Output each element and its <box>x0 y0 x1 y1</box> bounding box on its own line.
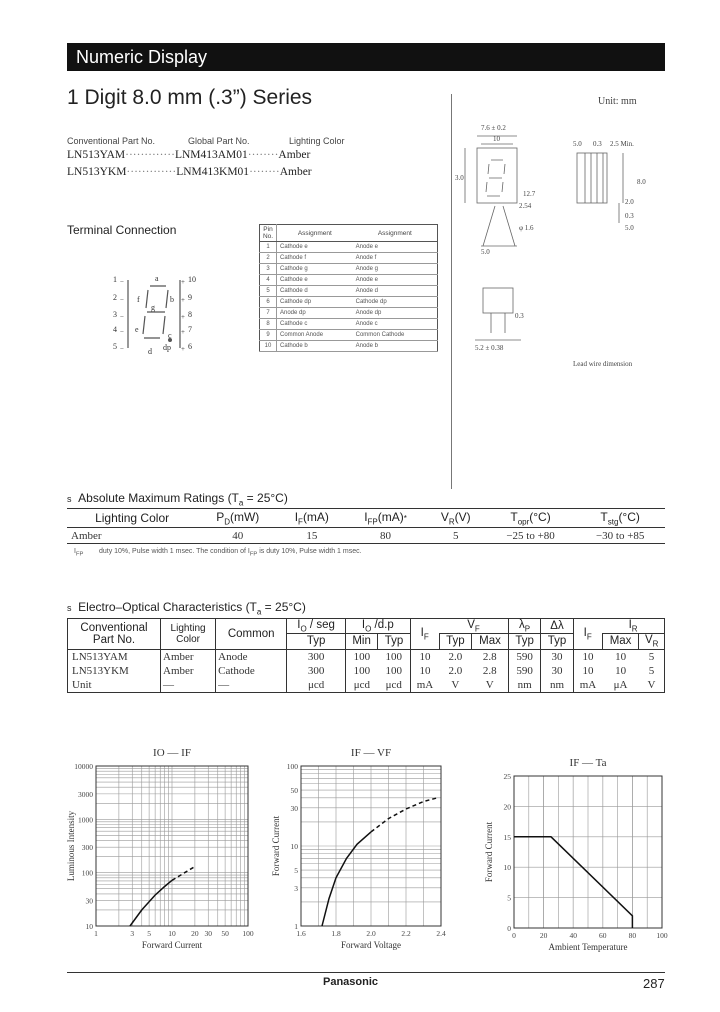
eo-col-if2: $I_F$ <box>573 619 602 650</box>
svg-text:−: − <box>120 345 124 353</box>
x-tick-label: 20 <box>539 931 548 940</box>
eo-cell: 2.0 <box>448 664 463 677</box>
eo-cell: 100 <box>345 649 377 664</box>
amr-cell: 80 <box>380 529 392 542</box>
eo-cell: 300 <box>287 664 346 678</box>
terminal-row <box>260 297 438 308</box>
eo-row <box>68 664 665 678</box>
eo-cell: LN513YAM <box>72 650 128 663</box>
assign-1: Cathode dp <box>277 297 353 308</box>
pin-left: 5 <box>113 342 117 351</box>
svg-text:+: + <box>181 313 185 321</box>
eo-cell: Amber <box>161 649 216 664</box>
dim-label: φ 1.6 <box>519 224 534 232</box>
eo-col-lp: $\lambda_P$ <box>508 619 540 634</box>
x-tick-label: 1.8 <box>331 929 341 938</box>
part-conventional: LN513YAM <box>67 149 126 161</box>
display-body-front <box>477 148 517 203</box>
y-tick-label: 5 <box>294 866 298 876</box>
col-assignment-2: Assignment <box>353 225 438 242</box>
x-tick-label: 2.0 <box>366 929 376 938</box>
terminal-table <box>259 224 438 352</box>
pin-no: 9 <box>260 330 277 341</box>
part-row <box>67 166 312 178</box>
x-tick-label: 0 <box>512 931 516 940</box>
part-conventional: LN513YKM <box>67 166 127 178</box>
amr-cell: 5 <box>453 529 459 542</box>
eo-cell: Cathode <box>216 664 287 678</box>
eo-cell: 2.0 <box>448 650 463 663</box>
eo-cell: μcd <box>385 678 402 691</box>
pin-right: 9 <box>188 293 192 302</box>
x-axis-label: Ambient Temperature <box>548 942 628 952</box>
x-tick-label: 1.6 <box>296 929 306 938</box>
front-segments <box>486 160 505 196</box>
series-line-dashed <box>172 867 195 881</box>
dim-label: 0.3 <box>625 212 634 220</box>
eo-cell: V <box>647 678 656 691</box>
parts-col-color: Lighting Color <box>289 136 345 146</box>
chart-io-if <box>60 740 260 958</box>
amr-cell: 40 <box>232 529 244 542</box>
eo-cell: LN513YKM <box>72 664 129 677</box>
eo-col-light: Lighting Color <box>161 619 216 650</box>
y-tick-label: 20 <box>503 802 511 812</box>
eo-sub: Typ <box>439 634 471 649</box>
dim-label: 12.7 <box>523 190 536 198</box>
svg-text:−: − <box>120 296 124 304</box>
amr-cell: −25 to +80 <box>506 529 555 542</box>
chart-title: IF — Ta <box>569 757 607 769</box>
brand-logo: Panasonic <box>323 976 379 988</box>
assign-1: Cathode b <box>277 341 353 352</box>
eo-sub: Max <box>602 634 639 649</box>
x-tick-label: 2.4 <box>436 929 446 938</box>
page-number: 287 <box>643 976 665 991</box>
eo-cell: 590 <box>508 664 540 678</box>
dim-label: 5.0 <box>625 224 634 232</box>
eo-sub: Typ <box>378 634 410 649</box>
eo-cell: μcd <box>287 678 346 693</box>
terminal-title: Terminal Connection <box>67 223 177 237</box>
seg-label: d <box>148 347 152 356</box>
dim-label: 7.6 ± 0.2 <box>481 124 506 132</box>
eo-col-conv: Conventional Part No. <box>68 619 161 650</box>
eo-title: s Electro–Optical Characteristics $(T_a = 25^\circ C)$ <box>67 600 306 617</box>
eo-col-ir: $I_R$ <box>628 619 638 634</box>
dim-label: 2.0 <box>625 198 634 206</box>
pin-no: 6 <box>260 297 277 308</box>
eo-col-dl: Δλ <box>541 619 573 634</box>
series-line-dashed <box>371 798 438 832</box>
x-tick-label: 100 <box>656 931 668 940</box>
chart-title: IO — IF <box>153 747 191 759</box>
leader-dots: ········ <box>247 149 279 161</box>
lead-body <box>483 288 513 313</box>
pin-right: 6 <box>188 342 192 351</box>
x-tick-label: 1 <box>94 929 98 938</box>
eo-cell: 590 <box>508 649 540 664</box>
part-color: Amber <box>278 149 311 161</box>
dim-label: 0.3 <box>593 140 602 148</box>
assign-2: Anode dp <box>353 308 438 319</box>
dim-label: 0.3 <box>515 312 524 320</box>
y-tick-label: 3000 <box>78 789 93 799</box>
y-tick-label: 10000 <box>74 762 93 771</box>
seg-label: g <box>151 303 155 312</box>
y-tick-label: 1 <box>294 922 298 931</box>
part-global: LNM413AM01 <box>174 149 248 161</box>
dim-label: 10 <box>493 135 500 143</box>
pin-no: 8 <box>260 319 277 330</box>
leader-dots: ········ <box>249 166 280 178</box>
part-color: Amber <box>279 166 312 178</box>
assign-1: Anode dp <box>277 308 353 319</box>
y-axis-label: Forward Current <box>271 815 281 877</box>
eo-cell: 10 <box>615 650 627 663</box>
eo-cell: 10 <box>615 664 627 677</box>
seg-label: a <box>155 274 159 283</box>
x-tick-label: 100 <box>242 929 254 938</box>
display-body-side <box>577 153 607 203</box>
amr-col: $T_{opr}(^\circ C)$ <box>486 509 576 528</box>
chart-if-vf <box>265 740 455 958</box>
amr-note: $I_{FP}$ duty 10%, Pulse width 1 msec. The condition of $I_{FP}$ is duty 10%, Pulse width 1 msec. <box>74 548 362 558</box>
amr-col: $I_{FP}(mA)*$ <box>345 509 425 528</box>
eo-cell: 2.8 <box>482 664 497 677</box>
pin-left: 1 <box>113 275 117 284</box>
pin-no: 5 <box>260 286 277 297</box>
pin-no: 2 <box>260 253 277 264</box>
amr-col: $P_D(mW)$ <box>197 509 278 528</box>
x-axis-label: Forward Current <box>141 940 203 950</box>
eo-col-common: Common <box>216 619 287 650</box>
eo-cell: 30 <box>541 664 573 678</box>
y-tick-label: 5 <box>507 893 511 903</box>
assign-1: Cathode g <box>277 264 353 275</box>
pin-right: 7 <box>188 325 192 334</box>
series-title: 1 Digit 8.0 mm (.3”) Series <box>67 86 313 109</box>
assign-2: Anode d <box>353 286 438 297</box>
eo-cell: 100 <box>385 650 403 663</box>
eo-cell: V <box>451 678 460 691</box>
x-tick-label: 80 <box>628 931 637 940</box>
svg-text:+: + <box>181 278 185 286</box>
eo-cell: 2.8 <box>482 650 497 663</box>
eo-col-if: $I_F$ <box>410 619 439 650</box>
amr-cell: −30 to +85 <box>595 529 645 542</box>
eo-sub-vr: $V_R$ <box>639 634 665 649</box>
eo-cell: 10 <box>573 664 602 678</box>
eo-cell: 10 <box>410 649 439 664</box>
eo-cell: mA <box>410 678 439 693</box>
y-tick-label: 300 <box>81 843 93 853</box>
eo-col-io: $I_O$ / seg <box>287 619 346 634</box>
y-tick-label: 0 <box>507 924 511 933</box>
terminal-row <box>260 253 438 264</box>
eo-cell: mA <box>573 678 602 693</box>
eo-cell: Unit <box>72 678 92 691</box>
pin-diagram <box>108 268 208 360</box>
eo-cell: Amber <box>161 664 216 678</box>
eo-row <box>68 649 665 664</box>
seg-label: b <box>170 295 174 304</box>
svg-text:+: + <box>181 328 185 336</box>
pin-no: 10 <box>260 341 277 352</box>
segment-outline <box>143 286 168 338</box>
part-row <box>67 149 310 161</box>
leader-dots: ············· <box>126 166 177 178</box>
pin-left: 2 <box>113 293 117 302</box>
eo-sub: Typ <box>287 634 346 649</box>
amr-col: Lighting Color <box>67 509 197 528</box>
series-line-solid <box>130 880 172 926</box>
terminal-row <box>260 264 438 275</box>
dim-label: 5.0 <box>481 248 490 256</box>
eo-sub: Typ <box>508 634 540 649</box>
terminal-row <box>260 242 438 253</box>
amr-cell: 15 <box>306 529 318 542</box>
terminal-row <box>260 308 438 319</box>
svg-text:−: − <box>120 328 124 336</box>
dim-label: 3.0 <box>455 174 464 182</box>
y-tick-label: 3 <box>294 883 298 893</box>
x-axis-label: Forward Voltage <box>341 940 401 950</box>
pin-left: 3 <box>113 310 117 319</box>
assign-1: Cathode c <box>277 319 353 330</box>
seg-label: f <box>137 295 140 304</box>
assign-2: Common Cathode <box>353 330 438 341</box>
unit-label: Unit: mm <box>598 96 637 107</box>
eo-sub: Min <box>345 634 377 649</box>
assign-2: Anode f <box>353 253 438 264</box>
assign-2: Anode e <box>353 275 438 286</box>
x-tick-label: 50 <box>221 929 229 938</box>
amr-cell: Amber <box>71 529 102 542</box>
svg-text:+: + <box>181 345 185 353</box>
eo-cell: 100 <box>385 664 403 677</box>
section-title: Numeric Display <box>76 47 208 67</box>
dim-label: 8.0 <box>637 178 646 186</box>
svg-text:+: + <box>181 296 185 304</box>
eo-cell: nm <box>508 678 540 693</box>
x-tick-label: 3 <box>130 929 135 938</box>
pin-no: 3 <box>260 264 277 275</box>
amr-col: $V_R(V)$ <box>426 509 486 528</box>
terminal-row <box>260 341 438 352</box>
dim-label: 2.5 Min. <box>610 140 634 148</box>
dim-label: 5.0 <box>573 140 582 148</box>
assign-2: Anode b <box>353 341 438 352</box>
terminal-row <box>260 330 438 341</box>
assign-2: Anode c <box>353 319 438 330</box>
seg-label: e <box>135 325 139 334</box>
y-tick-label: 10 <box>503 863 511 873</box>
col-assignment-1: Assignment <box>277 225 353 242</box>
svg-text:−: − <box>120 313 124 321</box>
y-tick-label: 30 <box>290 803 298 813</box>
y-tick-label: 50 <box>290 786 298 796</box>
y-tick-label: 100 <box>286 762 298 771</box>
assign-1: Common Anode <box>277 330 353 341</box>
eo-sub: Typ <box>541 634 573 649</box>
pin-no: 1 <box>260 242 277 253</box>
amr-title: s Absolute Maximum Ratings $(T_a = 25^\circ C)$ <box>67 491 288 508</box>
dimension-drawing <box>455 118 655 368</box>
x-tick-label: 40 <box>569 931 577 940</box>
eo-table <box>67 618 665 693</box>
parts-col-global: Global Part No. <box>188 136 250 146</box>
seg-label: dp <box>163 343 171 352</box>
terminal-row <box>260 286 438 297</box>
part-global: LNM413KM01 <box>176 166 250 178</box>
eo-cell: 10 <box>573 649 602 664</box>
chart-if-ta <box>478 752 668 958</box>
eo-cell: nm <box>541 678 573 693</box>
amr-col: $T_{stg}(^\circ C)$ <box>575 509 665 528</box>
x-tick-label: 30 <box>204 929 213 938</box>
svg-text:−: − <box>120 278 124 286</box>
eo-cell: 10 <box>410 664 439 678</box>
y-tick-label: 100 <box>81 868 93 878</box>
col-pin-no: Pin No. <box>260 225 277 242</box>
dim-note: Lead wire dimension <box>573 360 633 368</box>
eo-cell: Anode <box>216 649 287 664</box>
eo-row <box>68 678 665 693</box>
eo-cell: 5 <box>648 650 655 663</box>
amr-table <box>67 508 665 544</box>
assign-1: Cathode f <box>277 253 353 264</box>
eo-col-iodp: $I_O$ /d.p <box>345 619 410 634</box>
y-tick-label: 10 <box>85 922 93 931</box>
chart-title: IF — VF <box>350 747 392 759</box>
pin-right: 8 <box>188 310 192 319</box>
assign-1: Cathode d <box>277 286 353 297</box>
y-tick-label: 25 <box>503 772 511 781</box>
x-tick-label: 2.2 <box>401 929 411 938</box>
eo-cell: μA <box>613 678 628 691</box>
parts-col-conventional: Conventional Part No. <box>67 136 156 146</box>
x-tick-label: 20 <box>191 929 199 938</box>
column-divider <box>451 94 452 489</box>
eo-cell: 5 <box>648 664 655 677</box>
y-axis-label: Forward Current <box>484 821 494 883</box>
eo-cell: — <box>161 678 216 693</box>
x-tick-label: 5 <box>147 929 151 938</box>
y-tick-label: 10 <box>290 842 298 851</box>
eo-cell: μcd <box>345 678 377 693</box>
pin-no: 4 <box>260 275 277 286</box>
section-header <box>67 43 665 71</box>
dim-label: 2.54 <box>519 202 532 210</box>
y-tick-label: 1000 <box>78 815 93 825</box>
pin-right: 10 <box>188 275 196 284</box>
eo-cell: 300 <box>287 649 346 664</box>
y-tick-label: 30 <box>85 896 93 906</box>
dim-label: 5.2 ± 0.38 <box>475 344 504 352</box>
assign-1: Cathode e <box>277 242 353 253</box>
eo-cell: V <box>485 678 494 691</box>
pin-no: 7 <box>260 308 277 319</box>
assign-2: Cathode dp <box>353 297 438 308</box>
assign-2: Anode g <box>353 264 438 275</box>
y-axis-label: Luminous Intensity <box>66 810 76 882</box>
terminal-row <box>260 275 438 286</box>
footer-rule <box>67 972 665 973</box>
assign-2: Anode e <box>353 242 438 253</box>
x-tick-label: 10 <box>168 929 176 938</box>
eo-sub: Max <box>472 634 509 649</box>
y-tick-label: 15 <box>503 832 511 842</box>
leader-dots: ············· <box>125 149 175 161</box>
eo-cell: 30 <box>541 649 573 664</box>
eo-cell: — <box>216 678 287 693</box>
seg-label: c <box>168 331 172 340</box>
x-tick-label: 60 <box>599 931 607 940</box>
eo-col-vf: $V_F$ <box>467 619 480 634</box>
terminal-row <box>260 319 438 330</box>
amr-col: $I_F(mA)$ <box>278 509 345 528</box>
eo-cell: 100 <box>345 664 377 678</box>
assign-1: Cathode e <box>277 275 353 286</box>
pin-left: 4 <box>113 325 117 334</box>
